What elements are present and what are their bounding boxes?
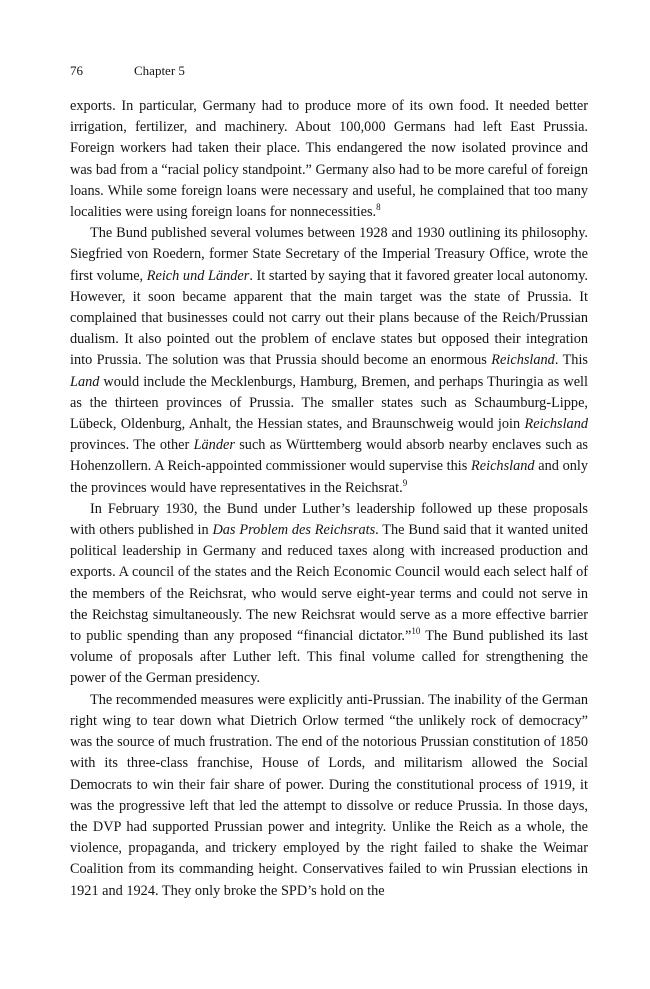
- body-paragraph: [70, 96, 588, 223]
- text-run: The recommended measures were explicitly anti-Prussian. The inability of the German right wing to tear down what Dietrich Orlow termed “the unlikely rock of democracy” was the source of much frustration. The end of the notorious Prussian constitution of 1850 with its three-class franchise, House of Lords, and militarism allowed the Social Democrats to win their fair share of power. During the constitutional process of 1919, it was the progressive left that led the attempt to dissolve or reduce Prussia. In those days, the DVP had supported Prussian power and integrity. Unlike the Reich as a whole, the violence, propaganda, and trickery employed by the right failed to shake the Weimar Coalition from its commanding height. Conservatives failed to win Prussian elections in 1921 and 1924. They only broke the SPD’s hold on the: [70, 691, 588, 899]
- book-page: [70, 62, 588, 902]
- text-run: and only the provinces would have representatives in the Reichsrat.: [70, 458, 588, 496]
- footnote-reference: 9: [402, 477, 408, 488]
- text-run: The Bund published several volumes between 1928 and 1930 outlining its philosophy. Siegfried von Roedern, former State Secretary of the Imperial Treasury Office, wrote the first volume,: [70, 225, 588, 284]
- text-run: . It started by saying that it favored greater local autonomy. However, it soon became apparent that the main target was the state of Prussia. It complained that businesses could not carry out their plans because of the Reich/Prussian dualism. It also pointed out the problem of enclave states but opposed their integration into Prussia. The solution was that Prussia should become an enormous: [70, 267, 588, 369]
- italic-term: Reichsland: [524, 416, 588, 433]
- chapter-title: Chapter 5: [134, 63, 185, 78]
- text-run: exports. In particular, Germany had to produce more of its own food. It needed better irrigation, fertilizer, and machinery. About 100,000 Germans had left East Prussia. Foreign workers had taken their place. This endangered the now isolated province and was bad from a “racial policy standpoint.” Germany also had to be more careful of foreign loans. While some foreign loans were necessary and useful, he complained that too many localities were using foreign loans for nonnecessities.: [70, 98, 588, 221]
- running-head: [70, 62, 588, 80]
- body-paragraph: [70, 690, 588, 902]
- italic-term: Reichsland: [491, 352, 555, 369]
- text-run: such as Württemberg would absorb nearby enclaves such as Hohenzollern. A Reich-appointed commissioner would supervise this: [70, 437, 588, 475]
- italic-term: Reichsland: [471, 458, 535, 475]
- italic-term: Land: [70, 373, 100, 390]
- body-text: [70, 96, 588, 902]
- italic-term: Länder: [193, 437, 235, 454]
- body-paragraph: [70, 223, 588, 499]
- text-run: . The Bund said that it wanted united political leadership in Germany and reduced taxes along with increased production and exports. A council of the states and the Reich Economic Council would each select half of the members of the Reichsrat, who would serve eight-year terms and could not serve in the Reichstag simultaneously. The new Reichsrat would serve as a more effective barrier to public spending than any proposed “financial dictator.”: [70, 522, 588, 645]
- footnote-reference: 10: [411, 626, 421, 637]
- body-paragraph: [70, 499, 588, 690]
- text-run: In February 1930, the Bund under Luther’s leadership followed up these proposals with others published in: [70, 500, 588, 539]
- text-run: would include the Mecklenburgs, Hamburg, Bremen, and perhaps Thuringia as well as the thirteen provinces of Prussia. The smaller states such as Schaumburg-Lippe, Lübeck, Oldenburg, Anhalt, the Hessian states, and Braunschweig would join: [70, 373, 588, 433]
- italic-term: Das Problem des Reichsrats: [212, 522, 376, 539]
- text-run: . This: [554, 352, 588, 369]
- page-number: 76: [70, 63, 83, 78]
- footnote-reference: 8: [376, 202, 381, 213]
- text-run: provinces. The other: [70, 437, 194, 454]
- italic-term: Reich und Länder: [146, 267, 250, 284]
- text-run: The Bund published its last volume of proposals after Luther left. This final volume called for strengthening the power of the German presidency.: [70, 628, 588, 687]
